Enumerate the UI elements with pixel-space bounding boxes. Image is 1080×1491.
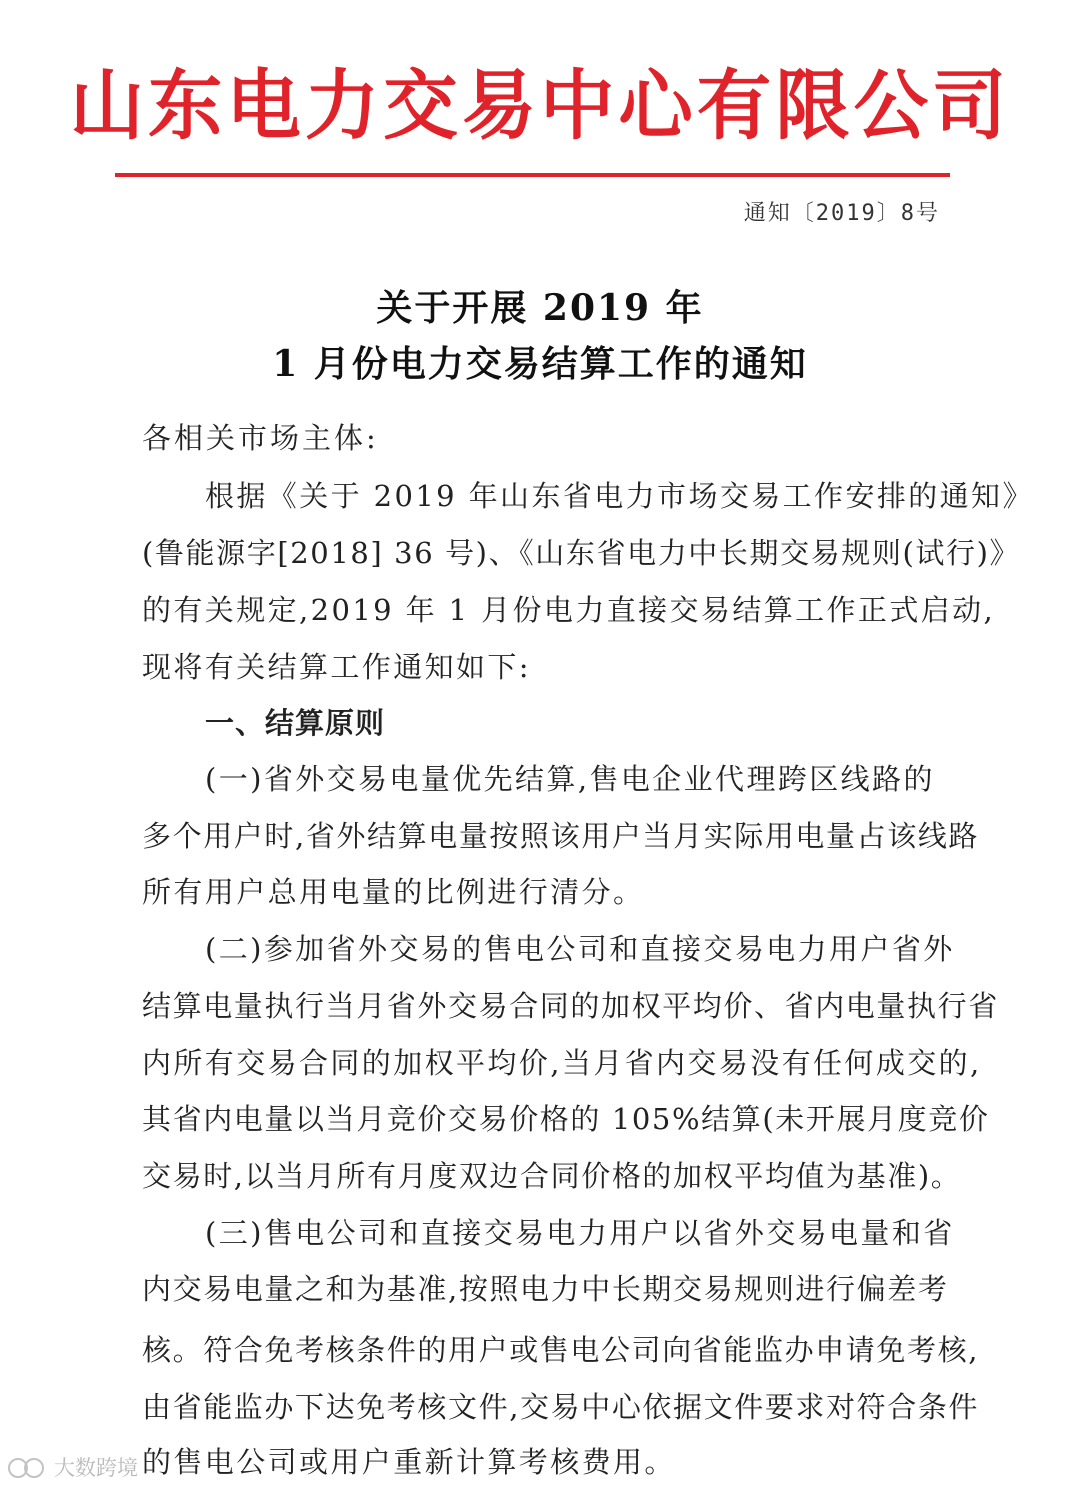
paragraph-line: 的售电公司或用户重新计算考核费用。 (142, 1445, 676, 1479)
watermark-logo-icon (8, 1456, 48, 1478)
document-number: 通知〔2019〕8号 (743, 201, 940, 226)
paragraph-line: 交易时,以当月所有月度双边合同价格的加权平均值为基准)。 (142, 1159, 962, 1193)
notice-title-line-2: 1 月份电力交易结算工作的通知 (272, 343, 808, 385)
paragraph-line: 其省内电量以当月竞价交易价格的 105%结算(未开展月度竞价 (142, 1102, 990, 1136)
salutation: 各相关市场主体: (142, 421, 379, 455)
paragraph-line: 多个用户时,省外结算电量按照该用户当月实际用电量占该线路 (142, 819, 980, 853)
paragraph-line: 由省能监办下达免考核文件,交易中心依据文件要求对符合条件 (142, 1390, 980, 1424)
watermark (8, 1452, 138, 1482)
paragraph-line: 根据《关于 2019 年山东省电力市场交易工作安排的通知》 (205, 479, 1034, 513)
paragraph-line: (二)参加省外交易的售电公司和直接交易电力用户省外 (205, 932, 955, 966)
section-heading: 一、结算原则 (205, 706, 386, 740)
watermark-text: 大数跨境 (54, 1456, 138, 1480)
paragraph-line: (三)售电公司和直接交易电力用户以省外交易电量和省 (205, 1216, 955, 1250)
paragraph-line: 内交易电量之和为基准,按照电力中长期交易规则进行偏差考 (142, 1272, 949, 1306)
paragraph-line: (一)省外交易电量优先结算,售电企业代理跨区线路的 (205, 762, 935, 796)
organization-masthead: 山东电力交易中心有限公司 (69, 61, 1011, 150)
paragraph-line: 现将有关结算工作通知如下: (142, 650, 531, 684)
notice-title-line-1: 关于开展 2019 年 (376, 287, 704, 329)
paragraph-line: 所有用户总用电量的比例进行清分。 (142, 875, 645, 909)
paragraph-line: 内所有交易合同的加权平均价,当月省内交易没有任何成交的, (142, 1046, 982, 1080)
paragraph-line: (鲁能源字[2018] 36 号)、《山东省电力中长期交易规则(试行)》 (142, 536, 1021, 570)
red-divider-line (115, 173, 950, 177)
paragraph-line: 核。符合免考核条件的用户或售电公司向省能监办申请免考核, (142, 1333, 980, 1367)
paragraph-line: 的有关规定,2019 年 1 月份电力直接交易结算工作正式启动, (142, 593, 996, 627)
paragraph-line: 结算电量执行当月省外交易合同的加权平均价、省内电量执行省 (142, 989, 999, 1023)
